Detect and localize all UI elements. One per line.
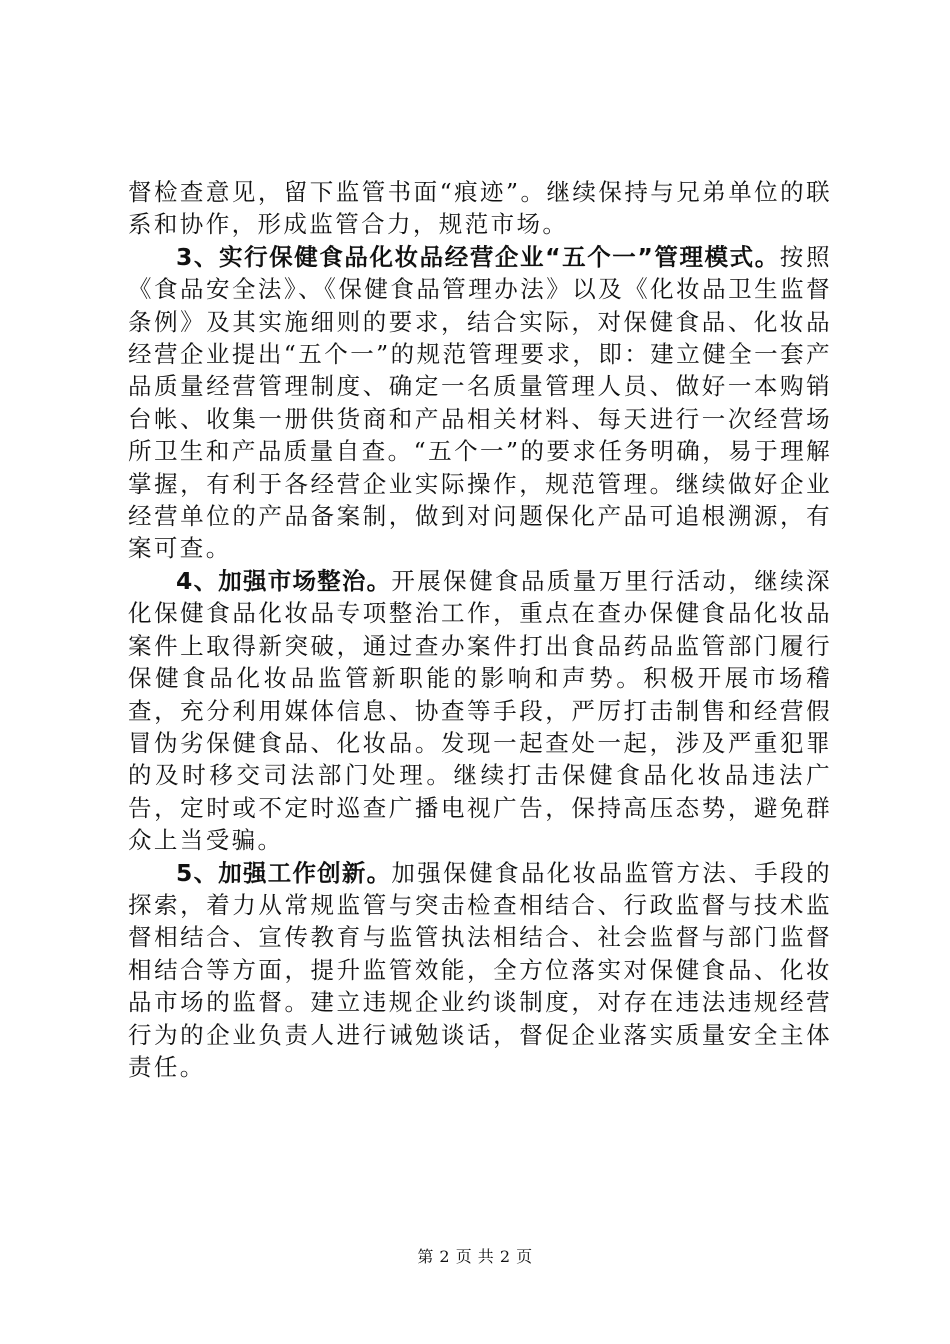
paragraph-heading: 4、加强市场整治。	[176, 566, 392, 595]
paragraph-text: 督检查意见，留下监管书面“痕迹”。继续保持与兄弟单位的联系和协作，形成监管合力，规范市场。	[128, 178, 832, 239]
paragraph-item-4	[128, 565, 832, 857]
paragraph-text: 加强保健食品化妆品监管方法、手段的探索，着力从常规监管与突击检查相结合、行政监督与技术监督相结合、宣传教育与监管执法相结合、社会监督与部门监督相结合等方面，提升监管效能，全方位落实对保健食品、化妆品市场的监督。建立违规企业约谈制度，对存在违法违规经营行为的企业负责人进行诫勉谈话，督促企业落实质量安全主体责任。	[128, 858, 832, 1081]
paragraph-continuation	[128, 176, 832, 241]
paragraph-text: 开展保健食品质量万里行活动，继续深化保健食品化妆品专项整治工作，重点在查办保健食品化妆品案件上取得新突破，通过查办案件打出食品药品监管部门履行保健食品化妆品监管新职能的影响和声势。积极开展市场稽查，充分利用媒体信息、协查等手段，严厉打击制售和经营假冒伪劣保健食品、化妆品。发现一起查处一起，涉及严重犯罪的及时移交司法部门处理。继续打击保健食品化妆品违法广告，定时或不定时巡查广播电视广告，保持高压态势，避免群众上当受骗。	[128, 566, 832, 855]
paragraph-item-3	[128, 241, 832, 565]
paragraph-heading: 3、实行保健食品化妆品经营企业“五个一”管理模式。	[176, 242, 780, 271]
paragraph-heading: 5、加强工作创新。	[176, 858, 392, 887]
page-number-footer: 第 2 页 共 2 页	[417, 1247, 533, 1266]
document-body	[128, 176, 832, 1083]
paragraph-text: 按照《食品安全法》、《保健食品管理办法》以及《化妆品卫生监督条例》及其实施细则的要求，结合实际，对保健食品、化妆品经营企业提出“五个一”的规范管理要求，即：建立健全一套产品质量经营管理制度、确定一名质量管理人员、做好一本购销台帐、收集一册供货商和产品相关材料、每天进行一次经营场所卫生和产品质量自查。“五个一”的要求任务明确，易于理解掌握，有利于各经营企业实际操作，规范管理。继续做好企业经营单位的产品备案制，做到对问题保化产品可追根溯源，有案可查。	[128, 242, 832, 563]
paragraph-item-5	[128, 857, 832, 1084]
